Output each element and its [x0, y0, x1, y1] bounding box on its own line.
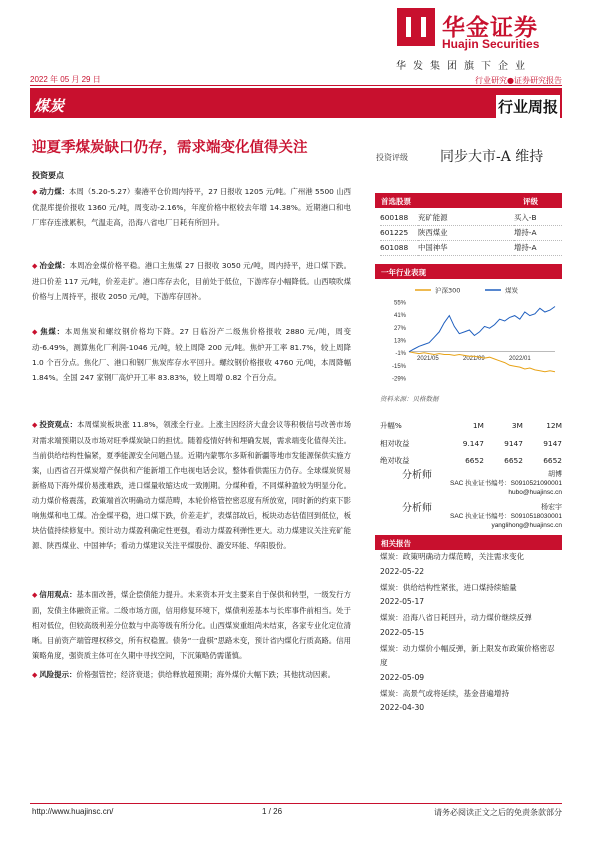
table-row: 绝对收益 6652 6652 6652 [380, 456, 562, 466]
footer-page-number: 1 / 26 [262, 807, 283, 816]
analyst-1-role: 分析师 [402, 470, 432, 481]
investment-heading: 投资要点 [32, 171, 64, 180]
table-row: 相对收益 9.147 9147 9147 [380, 438, 562, 448]
table-row: 601088 中国神华 增持-A [380, 240, 562, 255]
paragraph-investment-view: ◆ 投资观点：本周煤炭板块涨 11.8%，领涨全行业。上涨主因经济大盘会议等积极信号改善市场对需求端预期以及市场对旺季煤炭缺口的担忧。随着疫情好转和埋确发展，需求端变化值得关注。当前供给结构性偏紧，夏季能源安全问题凸显。近期内蒙鄂尔多斯和新疆等地市发能源保供实施方案，山西省召开煤炭增产保供和产能新增工作电视电话会议，整体看供需压力仍存。全球煤炭贸易新格局下海外煤价易涨难跌，进口煤量收缩达成一致刚期。分煤种看，不同煤种盈较为明显分化。动力煤价格震荡，政策端首次明确动力煤范畴，本轮价格管控密忍度有所放宽，同时新的约束下影响焦煤和电工煤。冶金煤平稳，进口煤下跌，价差走扩，表煤部故后，板块动态估值回到低位，板块估值持续修复中。预计动力煤盈利确定性更强，看动力煤盈利弹性更大。动力煤建议关注兖矿能源、陕西煤业、中国神华；看动力煤建议关注平煤股份、潞安环能、华阳股份。 [32, 420, 351, 550]
returns-table [380, 417, 562, 470]
list-item[interactable]: 煤炭：政策明确动力煤范畴，关注需求变化 2022-05-22 [380, 552, 525, 576]
report-category: 行业研究●证券研究报告 [475, 76, 562, 85]
analyst-2-name: 杨宏宇 [541, 503, 562, 511]
table-row: 600188 兖矿能源 买入-B [380, 210, 562, 225]
analyst-1-email[interactable]: hubo@huajinsc.cn [508, 489, 562, 496]
footer-url[interactable]: http://www.huajinsc.cn/ [32, 807, 114, 816]
report-title: 迎夏季煤炭缺口仍存，需求端变化值得关注 [32, 140, 308, 156]
x-tick-label: 2022/01 [509, 355, 531, 362]
series-line-2 [409, 307, 555, 352]
analyst-2-role: 分析师 [402, 503, 432, 514]
list-item[interactable]: 煤炭：动力煤价小幅反弹，新上限发布政策价格密忍度 2022-05-09 [380, 643, 555, 682]
legend-label: 沪深300 [435, 286, 461, 295]
industry-performance-chart [375, 282, 562, 392]
header-rule [30, 85, 562, 86]
brand-name-en: Huajin Securities [442, 37, 540, 51]
y-tick-label: 27% [393, 325, 406, 332]
related-reports-header: 相关报告 [375, 535, 562, 550]
table-row: 升幅% 1M 3M 12M [380, 421, 562, 431]
bullet-diamond-icon: ◆ [32, 328, 39, 336]
related-reports-list [380, 550, 562, 717]
legend-label: 煤炭 [505, 286, 518, 295]
list-item[interactable]: 煤炭：沿海八省日耗回升，动力煤价继续反弹 2022-05-15 [380, 613, 532, 637]
y-tick-label: -1% [395, 351, 406, 358]
bullet-diamond-icon: ◆ [32, 671, 38, 679]
footer-rule [30, 803, 562, 804]
paragraph-metallurgical-coal: ◆ 冶金煤：本周冶金煤价格平稳。港口主焦煤 27 日报收 3050 元/吨，周内持平，进口煤下跌。进口价差 117 元/吨，价差走扩。港口库存去化，目前处于低位，下游库存小幅降低。山西喷吹煤价格与上周持平，报收 2050 元/吨，下游库存回补。 [32, 261, 351, 301]
stock-pool-header: 首选股票 评级 [375, 193, 562, 208]
y-tick-label: 13% [393, 338, 406, 345]
brand-logo-icon [397, 8, 435, 46]
industry-name: 煤炭 [34, 97, 65, 115]
analyst-2-sac: SAC 执业证书编号：S0910518030001 [449, 513, 562, 520]
x-tick-label: 2021/09 [463, 355, 485, 362]
paragraph-credit-view: ◆ 信用观点：基本面改善，煤企偿债能力提升。未来资本开支主要来自于保供和转型，一级发行方面，发债主体融资正常。二级市场方面，信用修复环境下，煤债利差基本与长库事件前相当。处于相对低位，但较高级利差分位数与中高等级有所分化。山西煤炭重组尚未结束，各家专业化定位清晰。目前资产端管理权移交，所有权稳置。债务“一盘棋”思路未变，预计省内煤化行质高路。信用策略角度，强资质主体可在久期中寻找空间，下沉策略仍需谨慎。 [32, 590, 351, 660]
chart-source: 资料来源：贝格数据 [380, 395, 439, 403]
y-tick-label: -15% [391, 363, 406, 370]
y-tick-label: -29% [391, 376, 406, 383]
footer-disclaimer: 请务必阅读正文之后的免责条款部分 [434, 808, 562, 817]
list-item[interactable]: 煤炭：供给结构性紧张，进口煤持续缩量 2022-05-17 [380, 582, 517, 607]
y-tick-label: 41% [393, 313, 406, 320]
table-row: 601225 陕西煤业 增持-A [380, 225, 562, 240]
paragraph-coke: ◆ 焦煤：本周焦炭和螺纹钢价格均下降。27 日临汾产二级焦价格报收 2880 元/吨，周变动-6.49%，测算焦化厂利润-1046 元/吨，较上周降 200 元/吨。焦炉开工率 81.7%，较上周降 1.0 个百分点。焦化厂、港口和钢厂焦炭库存水平回升。螺纹钢价格报收 4760 元/吨，本周降幅 1.84%。全国 247 家钢厂高炉开工率 83.83%，较上周增 0.82 个百分点。 [32, 327, 351, 382]
performance-chart-header: 一年行业表现 [375, 264, 562, 279]
analyst-1-sac: SAC 执业证书编号：S0910521090001 [449, 480, 562, 487]
rating-value: 同步大市-A 维持 [440, 149, 544, 165]
brand-name-cn: 华金证券 [442, 15, 538, 41]
analyst-2-email[interactable]: yanglihong@huajinsc.cn [491, 522, 562, 529]
title-band [30, 88, 562, 118]
bullet-diamond-icon: ◆ [32, 188, 38, 196]
bullet-diamond-icon: ◆ [32, 421, 38, 429]
list-item[interactable]: 煤炭：高景气或将延续，基金普遍增持 2022-04-30 [380, 688, 510, 713]
bullet-diamond-icon: ◆ [32, 262, 38, 270]
paragraph-risk: ◆ 风险提示：价格强管控；经济衰退；供给释放超预期；海外煤价大幅下跌；其他扰动因素。 [32, 670, 336, 679]
performance-chart-svg [375, 282, 562, 392]
bullet-diamond-icon: ◆ [32, 591, 38, 599]
report-date: 2022 年 05 月 29 日 [30, 75, 101, 84]
y-tick-label: 55% [393, 300, 406, 307]
brand-slogan: 华发集团旗下企业 [396, 61, 532, 72]
analyst-1-name: 胡博 [548, 470, 562, 478]
stock-pool-table [380, 210, 562, 256]
rating-label: 投资评级 [376, 153, 408, 162]
report-type: 行业周报 [496, 95, 560, 118]
paragraph-thermal-coal: ◆ 动力煤：本周（5.20-5.27）秦港平仓价周内持平，27 日报收 1205 元/吨。广州港 5500 山西优混库提价报收 1360 元/吨，周变动-2.16%，年度价格中枢较去年增 14.38%。近期港口和电厂库存连涨累积，气温走高，沿海八省电厂日耗有所回升。 [32, 187, 351, 227]
x-tick-label: 2021/05 [417, 355, 439, 362]
